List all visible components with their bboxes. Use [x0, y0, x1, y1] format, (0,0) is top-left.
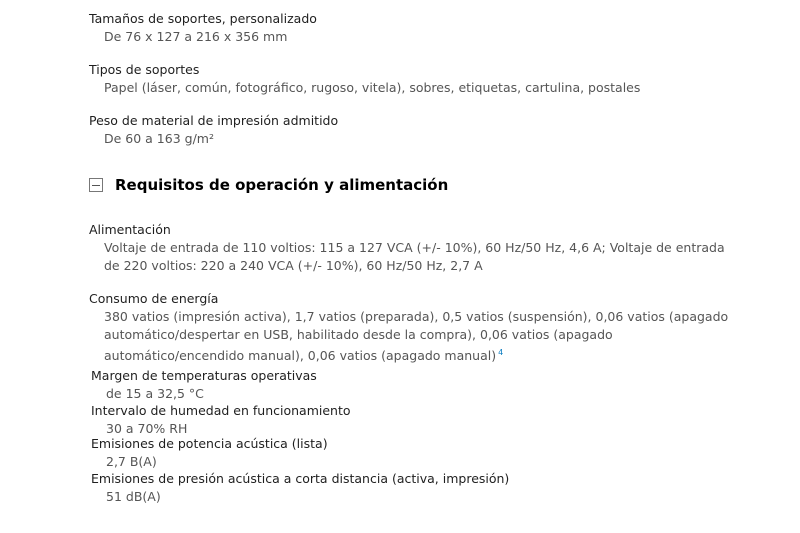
spec-custom-media-sizes	[89, 10, 689, 46]
spec-power-consumption	[89, 290, 729, 365]
minus-box-icon[interactable]	[89, 178, 103, 192]
spec-value-line: automático/despertar en USB, habilitado desde la compra), 0,06 vatios (apagado	[104, 327, 613, 342]
spec-label: Tipos de soportes	[89, 62, 200, 77]
spec-label: Margen de temperaturas operativas	[91, 368, 317, 383]
spec-value-line-last	[89, 344, 689, 365]
section-title: Requisitos de operación y alimentación	[115, 176, 449, 194]
spec-label: Alimentación	[89, 222, 171, 237]
spec-value: De 60 a 163 g/m²	[104, 131, 214, 146]
spec-label: Intervalo de humedad en funcionamiento	[91, 403, 351, 418]
spec-value: 51 dB(A)	[106, 489, 161, 504]
footnote-link[interactable]: 4	[498, 348, 504, 357]
section-header[interactable]	[89, 176, 448, 194]
spec-label: Peso de material de impresión admitido	[89, 113, 339, 128]
spec-value: Papel (láser, común, fotográfico, rugoso, vitela), sobres, etiquetas, cartulina, postales	[104, 80, 641, 95]
spec-operating-humidity	[91, 402, 691, 438]
spec-label: Consumo de energía	[89, 291, 219, 306]
spec-media-weight	[89, 112, 689, 148]
spec-value: de 15 a 32,5 °C	[106, 386, 204, 401]
spec-acoustic-pressure	[91, 470, 691, 506]
spec-value-line: de 220 voltios: 220 a 240 VCA (+/- 10%), 60 Hz/50 Hz, 2,7 A	[104, 258, 483, 273]
spec-label: Emisiones de potencia acústica (lista)	[91, 436, 328, 451]
spec-value: 30 a 70% RH	[106, 421, 188, 436]
spec-label: Tamaños de soportes, personalizado	[89, 11, 317, 26]
spec-value: De 76 x 127 a 216 x 356 mm	[104, 29, 288, 44]
spec-media-types	[89, 61, 689, 97]
spec-value-text: automático/encendido manual), 0,06 vatios (apagado manual)	[104, 348, 497, 364]
spec-power-supply	[89, 221, 725, 275]
spec-label: Emisiones de presión acústica a corta distancia (activa, impresión)	[91, 471, 510, 486]
spec-value: 2,7 B(A)	[106, 454, 157, 469]
spec-value-line: Voltaje de entrada de 110 voltios: 115 a 127 VCA (+/- 10%), 60 Hz/50 Hz, 4,6 A; Voltaje de entrada	[104, 240, 725, 255]
spec-acoustic-power	[91, 435, 691, 471]
spec-operating-temperature	[91, 367, 691, 403]
spec-value-line: 380 vatios (impresión activa), 1,7 vatios (preparada), 0,5 vatios (suspensión), 0,06 vatios (apagado	[104, 309, 729, 324]
